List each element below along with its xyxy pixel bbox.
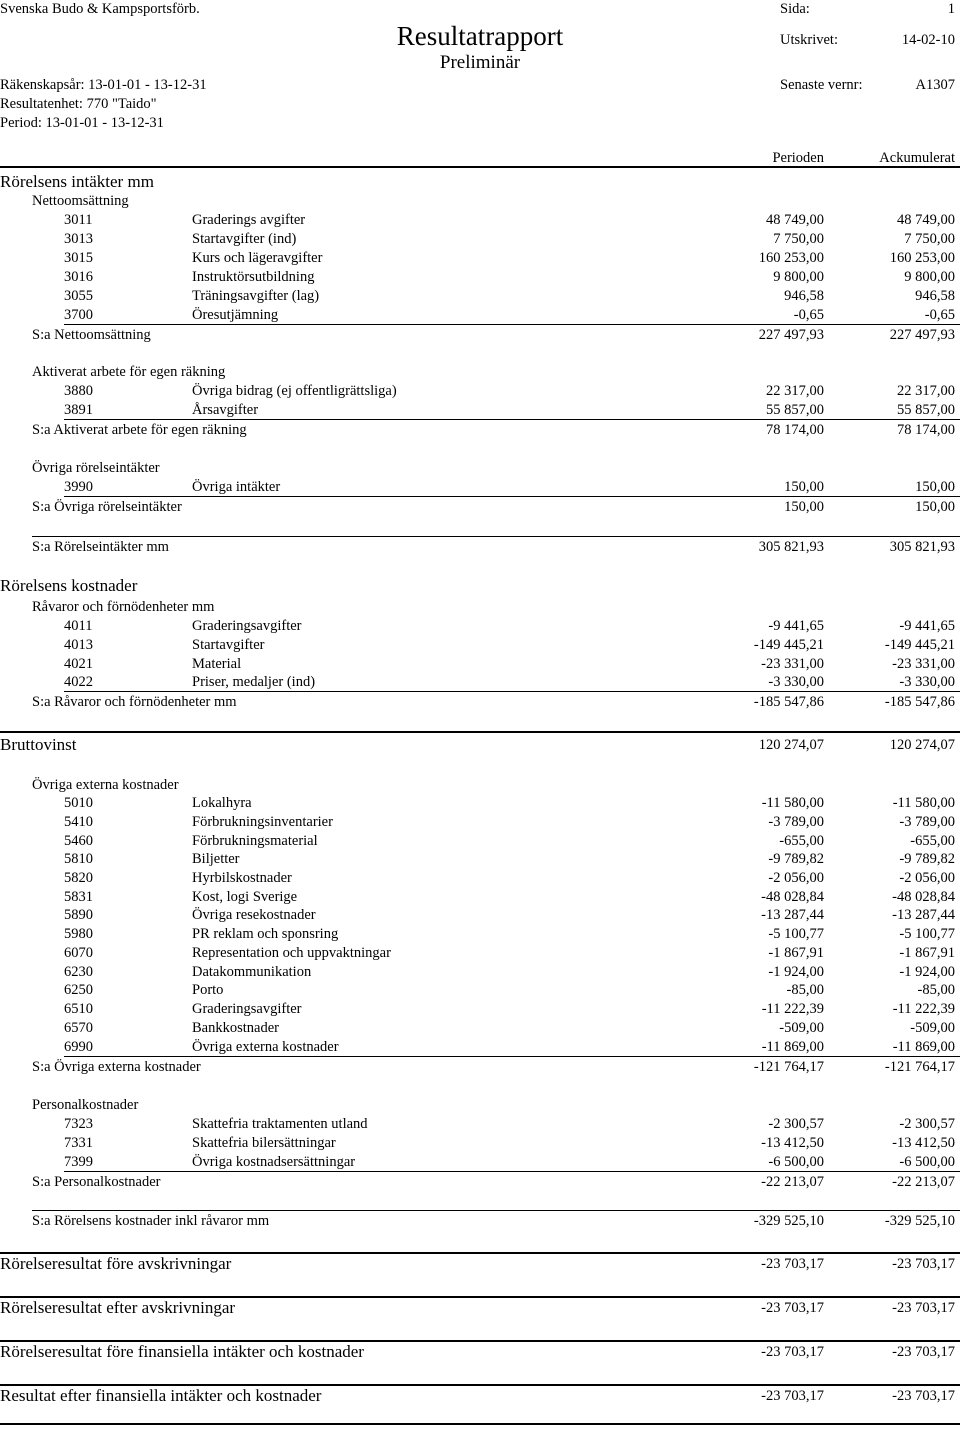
account-code: 3015 [64,250,93,266]
result-rule [0,1340,960,1342]
period-amount: -23 703,17 [761,1344,824,1360]
account-row [0,382,960,401]
account-name: Hyrbilskostnader [192,870,292,886]
account-code: 4013 [64,637,93,653]
period-amount: 55 857,00 [766,402,824,418]
period-amount: -9 441,65 [768,618,824,634]
section-label: Aktiverat arbete för egen räkning [32,364,226,380]
period-amount: -0,65 [793,307,824,323]
account-name: Graderingsavgifter [192,618,302,634]
account-name: Kurs och lägeravgifter [192,250,323,266]
accumulated-amount: 22 317,00 [897,383,955,399]
period-amount: 9 800,00 [773,269,824,285]
account-row [0,925,960,944]
account-code: 5010 [64,795,93,811]
account-name: Priser, medaljer (ind) [192,674,316,690]
account-code: 6070 [64,945,93,961]
column-header-accumulated: Ackumulerat [879,150,955,166]
account-row [0,655,960,674]
accumulated-amount: -121 764,17 [884,1059,955,1075]
accumulated-amount: 120 274,07 [889,737,955,753]
account-row [0,1038,960,1057]
period-amount: -121 764,17 [753,1059,824,1075]
account-name: Årsavgifter [192,402,259,418]
result-label: Rörelseresultat före avskrivningar [0,1254,232,1273]
period-amount: -9 789,82 [768,851,824,867]
subtotal-rule [64,496,960,497]
period-amount: -85,00 [786,982,824,998]
period-amount: 160 253,00 [758,250,824,266]
accumulated-amount: -22 213,07 [892,1174,955,1190]
account-row [0,813,960,832]
account-name: Bankkostnader [192,1020,279,1036]
account-name: Skattefria bilersättningar [192,1135,336,1151]
period-amount: -6 500,00 [768,1154,824,1170]
sum-label: S:a Rörelsens kostnader inkl råvaror mm [32,1213,270,1229]
account-name: Skattefria traktamenten utland [192,1116,368,1132]
section-label: Övriga externa kostnader [32,777,179,793]
company-name: Svenska Budo & Kampsportsförb. [0,1,200,17]
result-row [0,1297,960,1319]
sum-label: S:a Övriga externa kostnader [32,1059,201,1075]
account-name: Övriga bidrag (ej offentligrättsliga) [192,383,397,399]
period-amount: 305 821,93 [758,539,824,555]
account-code: 5810 [64,851,93,867]
account-row [0,1000,960,1019]
account-row [0,478,960,497]
section-heading [0,192,960,211]
accumulated-amount: -13 287,44 [892,907,955,923]
result-label: Rörelseresultat efter avskrivningar [0,1298,236,1317]
subtotal-rule [64,1171,960,1172]
account-row [0,850,960,869]
account-row [0,832,960,851]
total-row [0,538,960,557]
accumulated-amount: 946,58 [915,288,955,304]
account-name: Övriga intäkter [192,479,281,495]
period-amount: 227 497,93 [758,327,824,343]
account-code: 7399 [64,1154,93,1170]
account-name: Övriga resekostnader [192,907,316,923]
accumulated-amount: -48 028,84 [892,889,955,905]
period-amount: -1 924,00 [768,964,824,980]
accumulated-amount: -23 703,17 [892,1344,955,1360]
accumulated-amount: -2 056,00 [899,870,955,886]
account-row [0,1134,960,1153]
report-subtitle: Preliminär [439,52,521,73]
account-code: 3880 [64,383,93,399]
period-amount: -149 445,21 [753,637,824,653]
period-amount: 7 750,00 [773,231,824,247]
result-rule [0,1252,960,1254]
result-row [0,1341,960,1363]
accumulated-amount: -23 703,17 [892,1388,955,1404]
account-code: 3011 [64,212,93,228]
accumulated-amount: -0,65 [924,307,955,323]
account-code: 5890 [64,907,93,923]
header-divider [0,166,960,168]
accumulated-amount: 227 497,93 [889,327,955,343]
account-name: Datakommunikation [192,964,312,980]
result-row [0,1385,960,1407]
period-amount: -13 412,50 [761,1135,824,1151]
subtotal-rule [64,1056,960,1057]
account-name: Lokalhyra [192,795,252,811]
page-label: Sida: [780,1,810,17]
account-code: 7323 [64,1116,93,1132]
section-heading [0,776,960,795]
period-amount: 22 317,00 [766,383,824,399]
sum-label: S:a Övriga rörelseintäkter [32,499,182,515]
account-row [0,794,960,813]
account-code: 4022 [64,674,93,690]
accumulated-amount: -9 789,82 [899,851,955,867]
account-code: 3013 [64,231,93,247]
period-amount: -11 222,39 [761,1001,824,1017]
accumulated-amount: 305 821,93 [889,539,955,555]
report-title: Resultatrapport [396,21,564,51]
account-name: Övriga kostnadsersättningar [192,1154,356,1170]
accumulated-amount: -23 703,17 [892,1300,955,1316]
account-row [0,944,960,963]
accumulated-amount: -3 330,00 [899,674,955,690]
total-rule [32,1210,960,1211]
account-name: Porto [192,982,224,998]
account-code: 3016 [64,269,93,285]
period-amount: -2 056,00 [768,870,824,886]
accumulated-amount: 55 857,00 [897,402,955,418]
account-row [0,981,960,1000]
subtotal-row [0,326,960,345]
account-row [0,211,960,230]
section-heading [0,363,960,382]
accumulated-amount: 78 174,00 [897,422,955,438]
account-row [0,1153,960,1172]
section-heading [0,459,960,478]
latest-voucher-label: Senaste vernr: [780,77,863,93]
accumulated-amount: -185 547,86 [884,694,955,710]
account-code: 6510 [64,1001,93,1017]
period-amount: -185 547,86 [753,694,824,710]
period-amount: -23 703,17 [761,1300,824,1316]
account-name: Graderings avgifter [192,212,306,228]
result-label: Rörelseresultat före finansiella intäkter och kostnader [0,1342,364,1361]
account-code: 5820 [64,870,93,886]
account-code: 7331 [64,1135,93,1151]
accumulated-amount: -85,00 [917,982,955,998]
period-amount: -5 100,77 [768,926,824,942]
section-label: Nettoomsättning [32,193,129,209]
period-amount: -11 869,00 [761,1039,824,1055]
account-code: 3700 [64,307,93,323]
sum-label: S:a Nettoomsättning [32,327,151,343]
account-code: 5460 [64,833,93,849]
account-name: Förbrukningsmaterial [192,833,318,849]
account-name: Träningsavgifter (lag) [192,288,320,304]
account-name: Förbrukningsinventarier [192,814,333,830]
accumulated-amount: -23 703,17 [892,1256,955,1272]
account-code: 6230 [64,964,93,980]
account-name: Material [192,656,242,672]
subtotal-row [0,421,960,440]
account-name: Biljetter [192,851,240,867]
subtotal-row [0,693,960,712]
total-row [0,1212,960,1231]
sum-label: S:a Råvaror och förnödenheter mm [32,694,237,710]
account-name: Graderingsavgifter [192,1001,302,1017]
period-amount: -2 300,57 [768,1116,824,1132]
accumulated-amount: 48 749,00 [897,212,955,228]
latest-voucher-value: A1307 [915,77,955,93]
accumulated-amount: -11 580,00 [892,795,955,811]
period: Period: 13-01-01 - 13-12-31 [0,115,164,131]
account-row [0,906,960,925]
sum-label: S:a Personalkostnader [32,1174,161,1190]
account-row [0,401,960,420]
period-amount: 946,58 [784,288,824,304]
accumulated-amount: -6 500,00 [899,1154,955,1170]
account-row [0,636,960,655]
account-row [0,287,960,306]
period-amount: -23 703,17 [761,1388,824,1404]
result-rule [0,1384,960,1386]
period-amount: -655,00 [779,833,824,849]
accumulated-amount: -1 867,91 [899,945,955,961]
period-amount: 120 274,07 [758,737,824,753]
account-code: 4021 [64,656,93,672]
account-row [0,673,960,692]
result-unit: Resultatenhet: 770 "Taido" [0,96,157,112]
accumulated-amount: -23 331,00 [892,656,955,672]
subtotal-row [0,1058,960,1077]
accumulated-amount: -655,00 [910,833,955,849]
account-name: Övriga externa kostnader [192,1039,339,1055]
period-amount: 150,00 [784,479,824,495]
account-row [0,888,960,907]
accumulated-amount: -329 525,10 [884,1213,955,1229]
result-rule [0,731,960,733]
sum-label: S:a Rörelseintäkter mm [32,539,169,555]
accumulated-amount: -13 412,50 [892,1135,955,1151]
account-row [0,963,960,982]
period-amount: -48 028,84 [761,889,824,905]
result-row [0,1253,960,1275]
printed-label: Utskrivet: [780,32,838,48]
heading-label: Rörelsens kostnader [0,576,138,595]
accumulated-amount: -149 445,21 [884,637,955,653]
account-name: PR reklam och sponsring [192,926,339,942]
sum-label: S:a Aktiverat arbete för egen räkning [32,422,247,438]
account-row [0,268,960,287]
account-code: 5410 [64,814,93,830]
account-code: 6250 [64,982,93,998]
accumulated-amount: -11 222,39 [892,1001,955,1017]
heading-label: Rörelsens intäkter mm [0,172,154,191]
account-code: 4011 [64,618,93,634]
account-code: 5980 [64,926,93,942]
account-code: 3891 [64,402,93,418]
section-heading [0,1096,960,1115]
account-name: Representation och uppvaktningar [192,945,391,961]
total-rule [32,536,960,537]
section-label: Råvaror och förnödenheter mm [32,599,215,615]
subtotal-row [0,1173,960,1192]
accumulated-amount: -5 100,77 [899,926,955,942]
result-rule [0,1423,960,1425]
printed-date: 14-02-10 [901,32,955,48]
section-label: Personalkostnader [32,1097,139,1113]
account-row [0,249,960,268]
accumulated-amount: 9 800,00 [904,269,955,285]
subtotal-rule [64,324,960,325]
accumulated-amount: -3 789,00 [899,814,955,830]
account-code: 3990 [64,479,93,495]
accumulated-amount: -9 441,65 [899,618,955,634]
account-code: 6990 [64,1039,93,1055]
accumulated-amount: -11 869,00 [892,1039,955,1055]
page-number: 1 [947,1,955,17]
account-row [0,306,960,325]
account-name: Startavgifter [192,637,265,653]
accumulated-amount: -509,00 [910,1020,955,1036]
result-label: Resultat efter finansiella intäkter och kostnader [0,1386,322,1405]
fiscal-year: Räkenskapsår: 13-01-01 - 13-12-31 [0,77,207,93]
period-amount: -22 213,07 [761,1174,824,1190]
period-amount: 150,00 [784,499,824,515]
period-amount: 78 174,00 [766,422,824,438]
account-code: 6570 [64,1020,93,1036]
period-amount: -509,00 [779,1020,824,1036]
result-label: Bruttovinst [0,735,77,754]
account-name: Kost, logi Sverige [192,889,298,905]
account-name: Öresutjämning [192,307,279,323]
period-amount: -3 789,00 [768,814,824,830]
accumulated-amount: 150,00 [915,479,955,495]
accumulated-amount: -1 924,00 [899,964,955,980]
period-amount: 48 749,00 [766,212,824,228]
period-amount: -11 580,00 [761,795,824,811]
period-amount: -3 330,00 [768,674,824,690]
subtotal-row [0,498,960,517]
accumulated-amount: 7 750,00 [904,231,955,247]
account-code: 5831 [64,889,93,905]
account-name: Startavgifter (ind) [192,231,297,247]
account-row [0,617,960,636]
section-label: Övriga rörelseintäkter [32,460,160,476]
result-row [0,734,960,756]
accumulated-amount: -2 300,57 [899,1116,955,1132]
period-amount: -1 867,91 [768,945,824,961]
period-amount: -23 331,00 [761,656,824,672]
section-heading [0,598,960,617]
accumulated-amount: 160 253,00 [889,250,955,266]
period-amount: -329 525,10 [753,1213,824,1229]
account-name: Instruktörsutbildning [192,269,315,285]
subtotal-rule [64,419,960,420]
accumulated-amount: 150,00 [915,499,955,515]
account-row [0,1019,960,1038]
column-header-period: Perioden [772,150,824,166]
period-amount: -13 287,44 [761,907,824,923]
result-rule [0,1296,960,1298]
group-heading [0,172,960,191]
account-row [0,869,960,888]
account-code: 3055 [64,288,93,304]
subtotal-rule [64,691,960,692]
period-amount: -23 703,17 [761,1256,824,1272]
group-heading [0,576,960,595]
account-row [0,230,960,249]
account-row [0,1115,960,1134]
